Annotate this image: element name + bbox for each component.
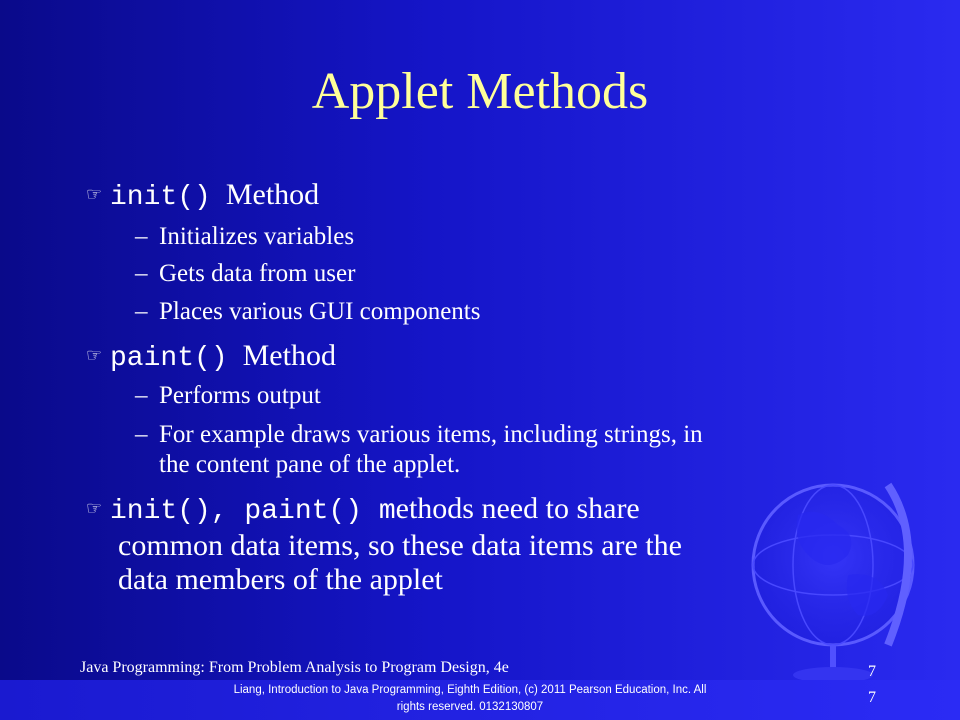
list-item: – Performs output xyxy=(135,382,321,409)
bullet-code: init(), paint() m xyxy=(110,496,396,527)
slide-title: Applet Methods xyxy=(311,63,649,120)
list-item: – Gets data from user xyxy=(135,260,356,287)
bullet-init xyxy=(86,178,846,215)
list-item: – Initializes variables xyxy=(135,223,355,250)
pointing-hand-icon: ☞ xyxy=(86,498,103,519)
bullet-text: Method xyxy=(225,178,320,211)
globe-icon xyxy=(738,455,928,685)
bullet-code: paint() xyxy=(110,343,228,374)
pointing-hand-icon: ☞ xyxy=(86,184,103,205)
bullet-text: Method xyxy=(242,339,336,372)
list-item: – For example draws various items, including strings, in the content pane of the applet. xyxy=(135,421,703,478)
pointing-hand-icon: ☞ xyxy=(86,345,103,366)
bullet-code: init() xyxy=(110,182,211,213)
page-number: 7 7 xyxy=(868,663,876,706)
bullet-shared-data: ☞ init(), paint() methods need to share common data items, so these data items are the data members of the applet xyxy=(86,492,682,596)
list-item: – Places various GUI components xyxy=(135,298,481,325)
bullet-paint xyxy=(86,339,846,376)
footer-book-title: Java Programming: From Problem Analysis to Program Design, 4e xyxy=(80,659,509,676)
footer-credit: Liang, Introduction to Java Programming, Eighth Edition, (c) 2011 Pearson Education, Inc. All rights reserved. 0132130807 xyxy=(233,684,707,713)
